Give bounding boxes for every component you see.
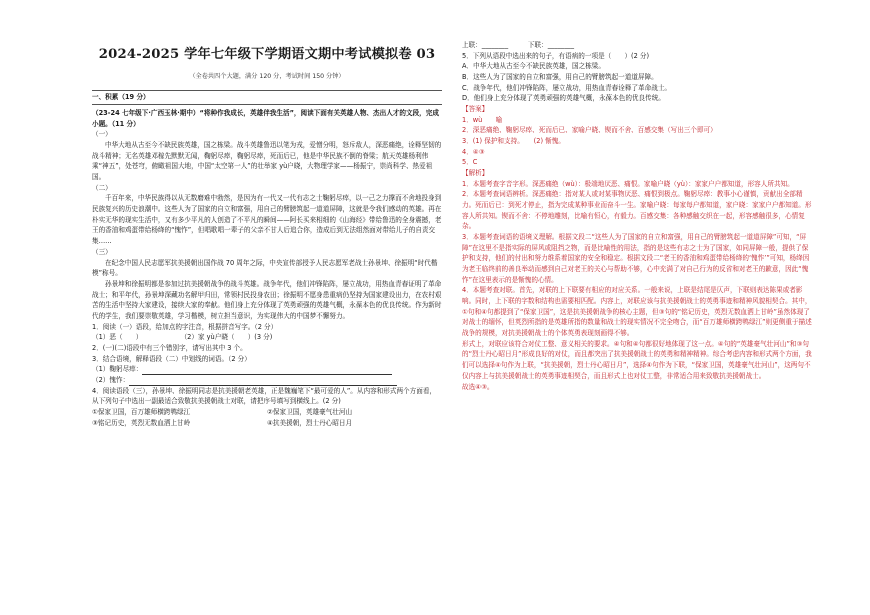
- question-5-option-a: A．中华大地从古至今不缺民族英雄，国之栋梁。: [462, 62, 605, 71]
- question-5: 5．下列从语段中选出来的句子，有语病的一项是（ ）(2 分): [462, 51, 650, 60]
- answer-3: 3．(1) 保护和支持。 (2) 惭愧。: [462, 137, 565, 146]
- exam-title: 2024-2025 学年七年级下学期语文期中考试模拟卷 03: [98, 47, 436, 62]
- analysis-3: 3．本题考查词语的语境义理解。根据文段二“这些人为了国家的自立和富强，用自己的臂膀筑起一道道屏障”可知，“屏障”在这里不是指实际的屏风或阻挡之物，而是比喻性的用法，指的是这些有志之士为了国家，如同屏障一般，提供了保护和支持，他们的付出和努力维系着国家的安全和稳定。根据文段二“老王的香油和鸡蛋带给杨绛的‘愧怍’”可知，杨绛因为老王临终前的善良举动而感到自己对老王的关心与帮助不够，心中充满了对自己行为的反省和对老王的歉意，因此“愧怍”在这里表示的是惭愧的心情。: [462, 233, 810, 284]
- question-5-option-c: C．战争年代，他们冲锋陷阵，屡立战功，用热血青春诠释了革命战士。: [462, 83, 672, 92]
- passage-3-text-2: 孙景坤和徐振明都是参加过抗美援朝战争的战斗英雄。战争年代，他们冲锋陷阵，屡立战功，用热血青春证明了革命战士；和平年代，孙景坤深藏功名解甲归田，常领村民投身农田；徐振明不愿身患重病仍坚持为国家建设出力，在农村艰苦的生活中坚持大家建设，接续大家的奉献。他们身上充分体现了英勇顽强的英雄气概，永葆本色的优良传统。作为新时代的学生，我们要崇敬英雄，学习楷模，树立担当意识，为实现伟大的中国梦不懈努力。: [92, 279, 442, 320]
- option-item: ③铭记历史，英烈无数血洒上甘岭: [92, 418, 191, 427]
- section-heading: 一、积累（19 分）: [92, 90, 442, 105]
- question-3-part-a: [92, 364, 442, 375]
- passage-intro: （23-24 七年级下·广西玉林·期中）“将种作我成长，英雄伴我生活”，阅读下面有关英雄人物、杰出人才的文段，完成小题。（11 分）: [92, 109, 439, 128]
- answer-heading: 【答案】: [462, 105, 489, 114]
- couplet-fill[interactable]: 上联：________ 下联：________: [462, 41, 575, 49]
- question-1-parts: [92, 332, 442, 343]
- answer-1: 1．wù 喻: [462, 115, 503, 124]
- analysis-6: 故选④③。: [462, 382, 494, 391]
- answer-2: 2．深恶痛绝、鞠躬尽瘁、死而后已、家喻户晓、锲而不舍、百感交集（写出三个即可）: [462, 126, 717, 135]
- passage-2-text: 千百年来，中华民族得以从无数磨难中勃然，是因为有一代又一代有志之士鞠躬尽瘁，以一己之力撑而不舍地投身到民族复兴的历史浪潮中。这些人为了国家的自立和富强，用自己的臂膀筑起一道道屏障，这就是令我们感动的英雄。再在朴实无华的现实生活中，又有多少平凡的人创造了不平凡的瞬间——阿长买来相细的《山海经》带给鲁迅的全身震撼，老王的香油和鸡蛋带给杨绛的“愧怍”，但唱歌唱一辈子的父亲不甘人后追合你，造成后到无法组然面对带给儿子的自责交集……: [92, 194, 442, 246]
- question-3-part-a-label: （1）鞠躬尽瘁：: [92, 365, 143, 374]
- passage-1-text: 中华大地从古至今不缺民族英雄，国之栋梁。战斗英雄鲁迅以笔为戎，爱憎分明，怒斥敌人，深恶痛绝，诠释坚韧的战斗精神；无名英雄邓稼先默默无闻，鞠躬尽瘁，鞠躬尽瘁，死而后已，他是中华民族不倒的脊梁；航天英雄杨利伟乘“神五”，处苍穹，俯瞰祖国大地，中国“太空第一人”的壮举家 yù户晓，大物理学家——杨振宁，崇尚科学、热爱祖国。: [92, 141, 442, 182]
- passage-3-text-1: 在纪念中国人民志愿军抗美援朝出国作战 70 周年之际，中央宣传部授予人民志愿军老战士孙景坤、徐振明“时代楷模”称号。: [92, 258, 438, 278]
- question-5-option-b: B．这些人为了国家的自立和富强，用自己的臂膀筑起一道道屏障。: [462, 73, 658, 82]
- question-3: 3．结合语境，解释语段（二）中划线的词语。（2 分）: [92, 354, 251, 363]
- analysis-heading: 【解析】: [462, 169, 489, 178]
- analysis-5: 形式上，对联应该符合对仗工整、意义相关的要求。④句和④句都很好地体现了这一点。④句的“英雄豪气壮河山”和③句的“烈士丹心昭日月”形成良好的对仗，而且都突出了抗美援朝战士的英勇和精神精神。综合考虑内容和形式两个方面，我们可以选择④句作为上联，“抗美援朝，烈士丹心昭日月”，选择④句作为下联，“保家卫国，英雄豪气壮河山”，这两句不仅内容上与抗美援朝战士的英勇事迹相契合，而且形式上也对仗工整，非常适合用来致敬抗美援朝战士。: [462, 339, 812, 380]
- question-3-part-b-label: （2）愧怍：: [92, 375, 130, 384]
- option-item: ①保家卫国，百万雄师横跨鸭绿江: [92, 407, 191, 416]
- question-3-part-b: [92, 375, 442, 386]
- right-column: [462, 0, 812, 615]
- left-column: [92, 0, 442, 615]
- answer-5: 5．C: [462, 158, 478, 167]
- exam-subtitle: （全卷共四个大题，满分 120 分，考试时间 150 分钟）: [189, 73, 345, 81]
- passage-2-label: （二）: [92, 183, 112, 192]
- answer-4: 4．④③: [462, 147, 485, 156]
- analysis-2: 2．本题考查词语辨析。深恶痛绝：指对某人或对某事物厌恶、痛恨到极点。鞠躬尽瘁：教事小心谨慎，贡献出全部精力。死而后已：到死才停止，指为完成某种事业而奋斗一生。家喻户晓：每家每户都知道，家户晓：家家户户都知道。形容人所共知。锲而不舍：不停地雕刻，比喻有恒心，有毅力。百感交集：各种感触交织在一起，形容感触很多，心情复杂。: [462, 190, 812, 231]
- passage-3-label: （三）: [92, 247, 112, 256]
- question-1-part-b[interactable]: （2）家 yù户晓（ ）(3 分): [180, 333, 273, 342]
- question-5-option-d: D．他们身上充分体现了英勇顽强的英雄气概，永葆本色的优良传统。: [462, 94, 665, 103]
- passage-1-label: （一）: [92, 130, 112, 139]
- question-4: 4．阅读语段（三），孙景坤、徐振明同志是抗美援朝老英雄，正是魏巍笔下“最可爱的人”。从内容和形式两个方面看，从下列句子中选出一副最适合致敬抗美援朝战士对联，请把序号填写到横线上。(2 分): [92, 386, 437, 406]
- analysis-4: 4．本题考查对联。首先，对联的上下联要有相应的对应关系。一般来说，上联是结尾是仄声，下联则表达陈果或者影响。同时，上下联的字数和结构也需要相匹配。内容上，对联应该与抗美援朝战士的英勇事迹和精神风貌相契合。其中，①句和④句都提到了“保家卫国”，这是抗美援朝战争的核心主题，但③句的“铭记历史，英烈无数血洒上甘岭”虽然体现了对战士的缅怀，但英烈所指的是英雄所指的数量和战士的现实情况不完全吻合，而“百万雄师横跨鸭绿江”则更侧重于描述战争的规模，对抗美援朝战士的个体英勇表现刻画得不够。: [462, 286, 812, 338]
- question-4-options: [92, 407, 442, 428]
- option-item: ④抗美援朝，烈士丹心昭日月: [267, 418, 353, 427]
- analysis-1: 1．本题考查字音字形。深恶痛绝（wù）：极端地厌恶、痛恨。家喻户晓（yù）：家家户户都知道，形容人所共知。: [462, 179, 794, 188]
- question-1-part-a[interactable]: （1）恶（ ）: [92, 333, 143, 342]
- option-item: ②保家卫国，英雄豪气壮河山: [267, 407, 353, 416]
- question-2: 2．(一)(二)语段中有三个错别字，请写出其中 3 个。: [92, 343, 247, 352]
- question-1: 1．阅读（一）语段，给加点的字注音，根据拼音写字。（2 分）: [92, 322, 278, 331]
